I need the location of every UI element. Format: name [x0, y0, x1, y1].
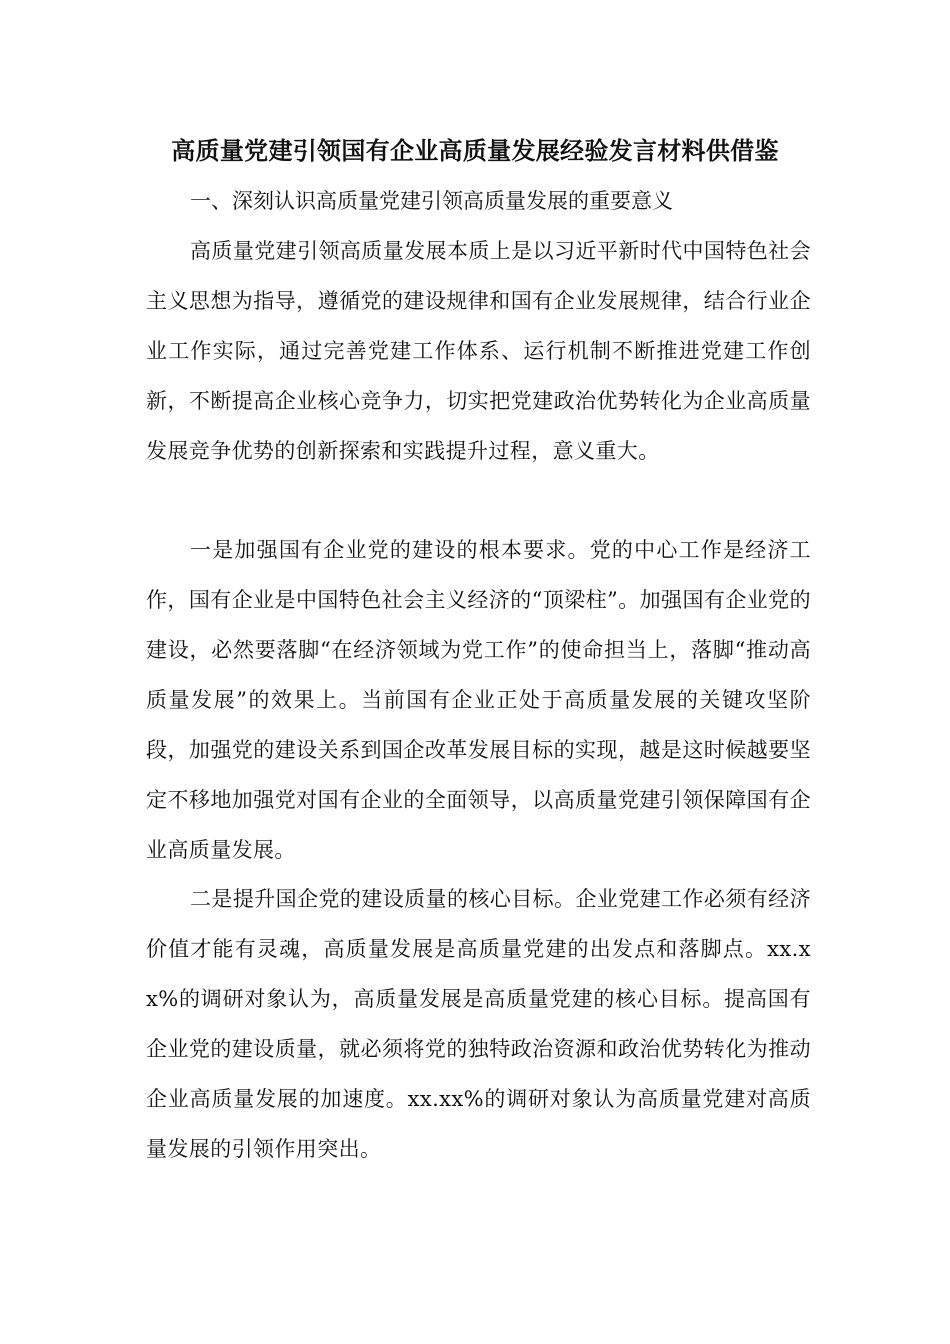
section-heading: 一、深刻认识高质量党建引领高质量发展的重要意义	[190, 189, 673, 213]
paragraph-point-one: 一是加强国有企业党的建设的根本要求。党的中心工作是经济工作，国有企业是中国特色社会主义经济的“顶梁柱”。加强国有企业党的建设，必然要落脚“在经济领域为党工作”的使命担当上，落脚“推动高质量发展”的效果上。当前国有企业正处于高质量发展的关键攻坚阶段，加强党的建设关系到国企改革发展目标的实现，越是这时候越要坚定不移地加强党对国有企业的全面领导，以高质量党建引领保障国有企业高质量发展。	[146, 538, 811, 862]
paragraph-intro: 高质量党建引领高质量发展本质上是以习近平新时代中国特色社会主义思想为指导，遵循党的建设规律和国有企业发展规律，结合行业企业工作实际，通过完善党建工作体系、运行机制不断推进党建工作创新，不断提高企业核心竞争力，切实把党建政治优势转化为企业高质量发展竞争优势的创新探索和实践提升过程，意义重大。	[146, 239, 811, 463]
document-title: 高质量党建引领国有企业高质量发展经验发言材料供借鉴	[171, 136, 779, 165]
paragraph-point-two: 二是提升国企党的建设质量的核心目标。企业党建工作必须有经济价值才能有灵魂，高质量发展是高质量党建的出发点和落脚点。xx.xx%的调研对象认为，高质量发展是高质量党建的核心目标。提高国有企业党的建设质量，就必须将党的独特政治资源和政治优势转化为推动企业高质量发展的加速度。xx.xx%的调研对象认为高质量党建对高质量发展的引领作用突出。	[146, 887, 811, 1161]
